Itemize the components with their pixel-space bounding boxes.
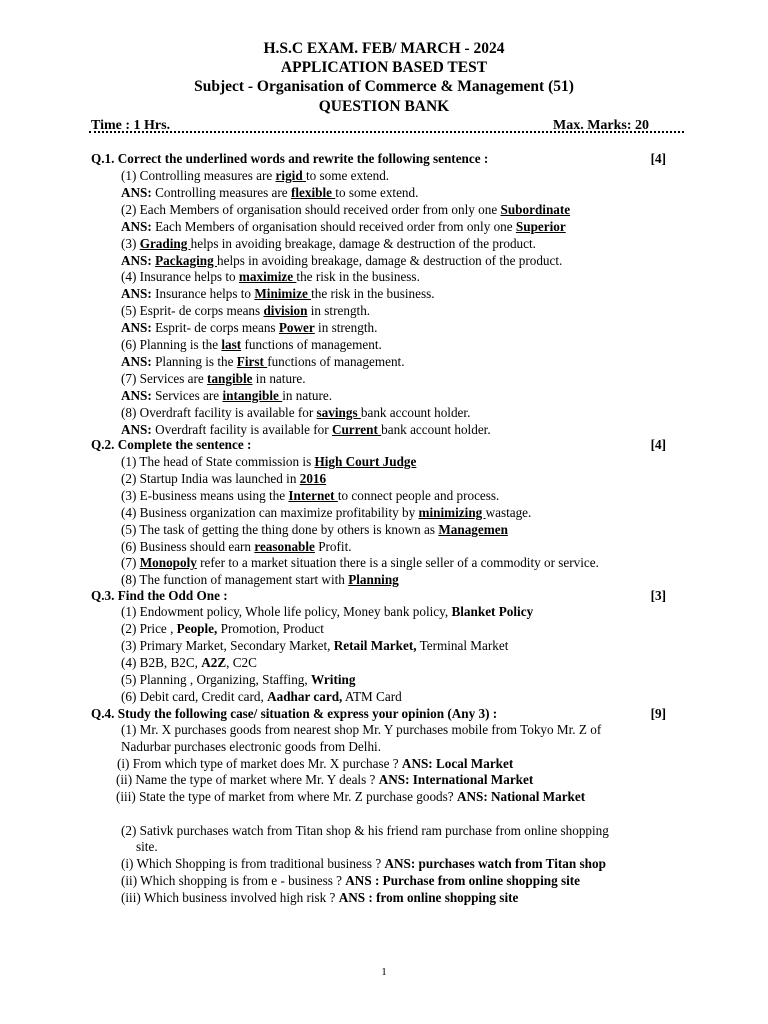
item-text: (8) The function of management start with [121, 572, 349, 588]
item-text: (3) E-business means using the [121, 487, 289, 503]
ans-label: ANS: [121, 184, 152, 200]
q4-title-text: Q.4. Study the following case/ situation & express your opinion (Any 3) : [91, 706, 498, 721]
item-text: (7) [121, 555, 140, 571]
odd-one: Aadhar card, [267, 688, 343, 704]
case1-q2-text: (ii) Name the type of market where Mr. Y deals ? [116, 772, 379, 787]
ans-label: ANS: [121, 252, 152, 268]
case1-q2-answer: ANS: International Market [378, 772, 534, 787]
case2-q2-text: (ii) Which shopping is from e - business ? [121, 873, 346, 888]
corrected-word: Minimize [254, 286, 312, 302]
underlined-word: tangible [207, 370, 253, 386]
case2-q3-answer: ANS : from online shopping site [338, 890, 519, 905]
answer-text: in strength. [314, 320, 378, 336]
q1-answer [121, 185, 418, 201]
item-text: (3) Primary Market, Secondary Market, [121, 637, 334, 653]
item-text: (6) Debit card, Credit card, [121, 688, 268, 704]
case2-q3 [121, 890, 518, 906]
underlined-word: rigid [275, 168, 306, 183]
question-text: in nature. [252, 370, 306, 386]
odd-one: Writing [310, 671, 356, 687]
q3-title-text: Q.3. Find the Odd One : [91, 588, 228, 603]
q2-item [121, 488, 499, 504]
q1-question [121, 236, 536, 252]
answer-text: Insurance helps to [151, 286, 255, 302]
answer-text: Each Members of organisation should received order from only one [151, 218, 516, 234]
q3-item [121, 638, 508, 654]
ans-label: ANS: [121, 421, 152, 437]
q3-marks: [3] [650, 588, 666, 603]
answer-text: Esprit- de corps means [151, 320, 279, 336]
q4-title [91, 706, 666, 722]
q1-question [121, 269, 420, 285]
question-text: bank account holder. [360, 404, 471, 420]
underlined-word: last [221, 337, 242, 352]
item-text: , C2C [226, 654, 257, 670]
question-text: (4) Insurance helps to [121, 269, 239, 285]
question-text: (7) Services are [121, 370, 208, 386]
case2-q3-text: (iii) Which business involved high risk ? [121, 890, 339, 905]
q3-item [121, 672, 355, 688]
case1-q1 [117, 756, 513, 772]
question-text: to some extend. [305, 168, 390, 183]
underlined-word: Grading [139, 235, 191, 251]
q3-item [121, 689, 402, 705]
case2-q1-answer: ANS: purchases watch from Titan shop [384, 856, 606, 871]
q1-question [121, 168, 389, 184]
question-text: (8) Overdraft facility is available for [121, 404, 317, 420]
case1-q2 [116, 772, 533, 788]
question-text: (2) Each Members of organisation should received order from only one [121, 201, 501, 217]
underlined-word: division [263, 303, 308, 319]
q1-answer [121, 354, 405, 370]
case1-line2: Nadurbar purchases electronic goods from Delhi. [121, 739, 381, 754]
q3-item [121, 655, 257, 671]
item-text: refer to a market situation there is a single seller of a commodity or service. [196, 555, 599, 571]
answer-word: minimizing [418, 504, 486, 520]
case1-line1: (1) Mr. X purchases goods from nearest shop Mr. Y purchases mobile from Tokyo Mr. Z of [121, 722, 602, 737]
q2-item [121, 539, 352, 555]
ans-label: ANS: [121, 286, 152, 302]
q3-item [121, 621, 324, 637]
item-text: ATM Card [342, 688, 402, 704]
case1-q1-text: (i) From which type of market does Mr. X purchase ? [117, 756, 402, 771]
q1-title [91, 151, 666, 167]
odd-one: Blanket Policy [451, 604, 534, 619]
answer-text: the risk in the business. [311, 286, 435, 302]
q1-answer [121, 253, 562, 269]
q2-marks: [4] [650, 437, 666, 452]
ans-label: ANS: [121, 320, 152, 336]
answer-text: functions of management. [267, 353, 405, 369]
item-text: (1) The head of State commission is [121, 454, 315, 469]
item-text: (5) Planning , Organizing, Staffing, [121, 671, 311, 687]
corrected-word: Packaging [155, 252, 217, 268]
q1-title-text: Q.1. Correct the underlined words and rewrite the following sentence : [91, 151, 489, 166]
case1-q3 [116, 789, 585, 805]
q1-question [121, 337, 382, 353]
answer-word: Internet [288, 487, 338, 503]
item-text: (1) Endowment policy, Whole life policy, Money bank policy, [121, 604, 452, 619]
odd-one: A2Z [201, 654, 227, 670]
subject-title: Subject - Organisation of Commerce & Management (51) [194, 78, 574, 95]
answer-word: Monopoly [139, 555, 197, 571]
q1-question [121, 371, 306, 387]
q2-item [121, 454, 416, 470]
case2-q1 [121, 856, 606, 872]
test-title: APPLICATION BASED TEST [280, 59, 488, 76]
item-text: Profit. [314, 538, 352, 554]
q2-item [121, 572, 399, 588]
ans-label: ANS: [121, 387, 152, 403]
case1-q3-answer: ANS: National Market [456, 789, 586, 804]
answer-word: reasonable [254, 538, 315, 554]
corrected-word: flexible [290, 184, 336, 200]
question-text: functions of management. [241, 337, 382, 352]
item-text: (6) Business should earn [121, 538, 255, 554]
corrected-word: First [236, 353, 268, 369]
answer-word: Managemen [438, 521, 508, 537]
exam-title: H.S.C EXAM. FEB/ MARCH - 2024 [263, 40, 505, 57]
question-text: helps in avoiding breakage, damage & destruction of the product. [190, 235, 536, 251]
dotted-divider [89, 131, 684, 133]
answer-text: Planning is the [151, 353, 237, 369]
case2-q2 [121, 873, 580, 889]
odd-one: People, [176, 620, 218, 636]
q1-answer [121, 388, 332, 404]
page-number: 1 [381, 966, 387, 978]
q2-item [121, 471, 326, 487]
q2-item [121, 555, 599, 571]
corrected-word: Current [331, 421, 382, 437]
answer-text: bank account holder. [381, 421, 491, 437]
odd-one: Retail Market, [333, 637, 417, 653]
corrected-word: Power [278, 320, 315, 336]
q4-marks: [9] [650, 706, 666, 721]
q2-title [91, 437, 666, 453]
question-text: in strength. [307, 303, 371, 319]
case1-q1-answer: ANS: Local Market [401, 756, 514, 771]
case2-q2-answer: ANS : Purchase from online shopping site [345, 873, 580, 888]
answer-text: to some extend. [335, 184, 419, 200]
item-text: Promotion, Product [217, 620, 324, 636]
case2-q1-text: (i) Which Shopping is from traditional business ? [121, 856, 385, 871]
q3-title [91, 588, 666, 604]
q1-question [121, 405, 470, 421]
answer-word: High Court Judge [314, 454, 417, 469]
q2-item [121, 505, 531, 521]
answer-word: Planning [348, 572, 399, 588]
answer-text: Services are [151, 387, 223, 403]
item-text: (2) Startup India was launched in [121, 470, 300, 486]
question-text: the risk in the business. [296, 269, 420, 285]
time-label: Time : 1 Hrs. [91, 118, 171, 133]
item-text: (5) The task of getting the thing done by others is known as [121, 521, 439, 537]
question-text: (6) Planning is the [121, 337, 222, 352]
answer-text: helps in avoiding breakage, damage & destruction of the product. [217, 252, 563, 268]
case1-q3-text: (iii) State the type of market from where Mr. Z purchase goods? [116, 789, 457, 804]
item-text: Terminal Market [416, 637, 509, 653]
q2-title-text: Q.2. Complete the sentence : [91, 437, 252, 452]
q1-answer [121, 219, 566, 235]
q1-question [121, 303, 370, 319]
ans-label: ANS: [121, 218, 152, 234]
case2-line1: (2) Sativk purchases watch from Titan shop & his friend ram purchase from online shopping [121, 823, 609, 838]
corrected-word: Superior [515, 218, 566, 234]
q1-answer [121, 286, 435, 302]
answer-text: Controlling measures are [151, 184, 291, 200]
item-text: wastage. [485, 504, 532, 520]
underlined-word: maximize [238, 269, 297, 285]
answer-text: Overdraft facility is available for [151, 421, 332, 437]
q1-question [121, 202, 570, 218]
case2-line2: site. [136, 839, 158, 854]
answer-word: 2016 [299, 470, 327, 486]
item-text: (4) B2B, B2C, [121, 654, 202, 670]
q1-marks: [4] [650, 151, 666, 166]
q1-answer [121, 320, 377, 336]
question-text: (3) [121, 235, 140, 251]
question-text: (5) Esprit- de corps means [121, 303, 264, 319]
item-text: (4) Business organization can maximize profitability by [121, 504, 419, 520]
underlined-word: savings [316, 404, 361, 420]
q3-item [121, 604, 533, 620]
underlined-word: Subordinate [500, 201, 571, 217]
question-text: (1) Controlling measures are [121, 168, 276, 183]
q1-answer [121, 422, 491, 438]
item-text: (2) Price , [121, 620, 177, 636]
item-text: to connect people and process. [337, 487, 500, 503]
question-bank-title: QUESTION BANK [318, 98, 450, 115]
max-marks-label: Max. Marks: 20 [553, 118, 650, 133]
ans-label: ANS: [121, 353, 152, 369]
answer-text: in nature. [282, 387, 332, 403]
q2-item [121, 522, 508, 538]
corrected-word: intangible [222, 387, 283, 403]
